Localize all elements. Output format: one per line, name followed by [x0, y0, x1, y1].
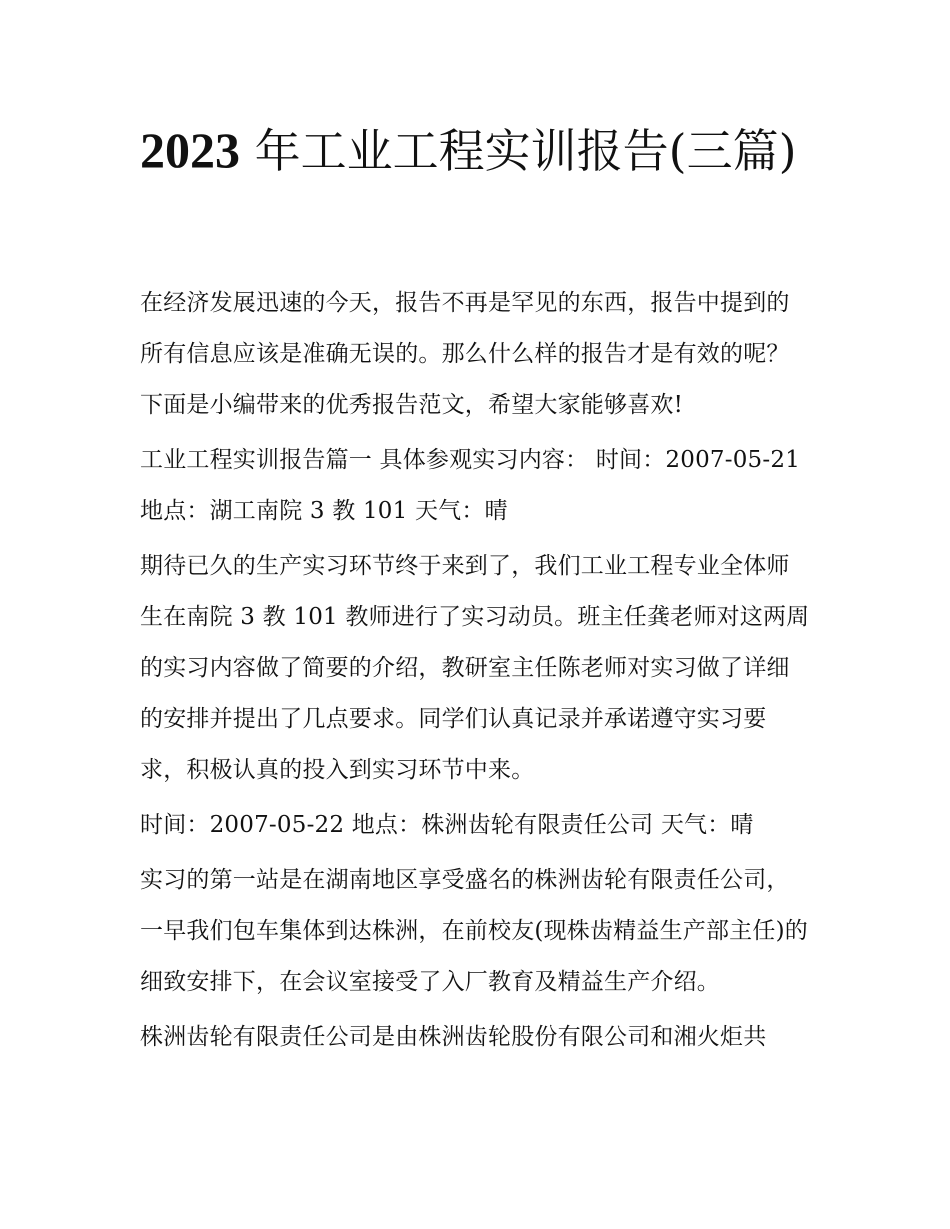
first-stop-paragraph: 实习的第一站是在湖南地区享受盛名的株洲齿轮有限责任公司，一早我们包车集体到达株洲，在前校友(现株齿精益生产部主任)的细致安排下，在会议室接受了入厂教育及精益生产介绍。: [140, 867, 808, 995]
intro-paragraph: 在经济发展迅速的今天，报告不再是罕见的东西，报告中提到的所有信息应该是准确无误的。那么什么样的报告才是有效的呢？下面是小编带来的优秀报告范文，希望大家能够喜欢!: [140, 290, 790, 418]
title-year: 2023: [140, 122, 240, 178]
second-day-header: 时间：2007-05-22 地点：株洲齿轮有限责任公司 天气：晴: [140, 812, 754, 838]
title-text: 年工业工程实训报告(三篇): [254, 124, 797, 178]
document-body: [140, 278, 812, 1067]
mobilization-paragraph: 期待已久的生产实习环节终于来到了，我们工业工程专业全体师生在南院 3 教 101 教师进行了实习动员。班主任龚老师对这两周的实习内容做了简要的介绍，教研室主任陈老师对实习做了详细的安排并提出了几点要求。同学们认真记录并承诺遵守实习要求，积极认真的投入到实习环节中来。: [140, 553, 810, 783]
document-title: [140, 112, 820, 189]
company-intro-paragraph: 株洲齿轮有限责任公司是由株洲齿轮股份有限公司和湘火炬共: [140, 1024, 767, 1050]
report-header-paragraph: 工业工程实训报告篇一 具体参观实习内容： 时间：2007-05-21 地点：湖工南院 3 教 101 天气：晴: [140, 447, 801, 524]
